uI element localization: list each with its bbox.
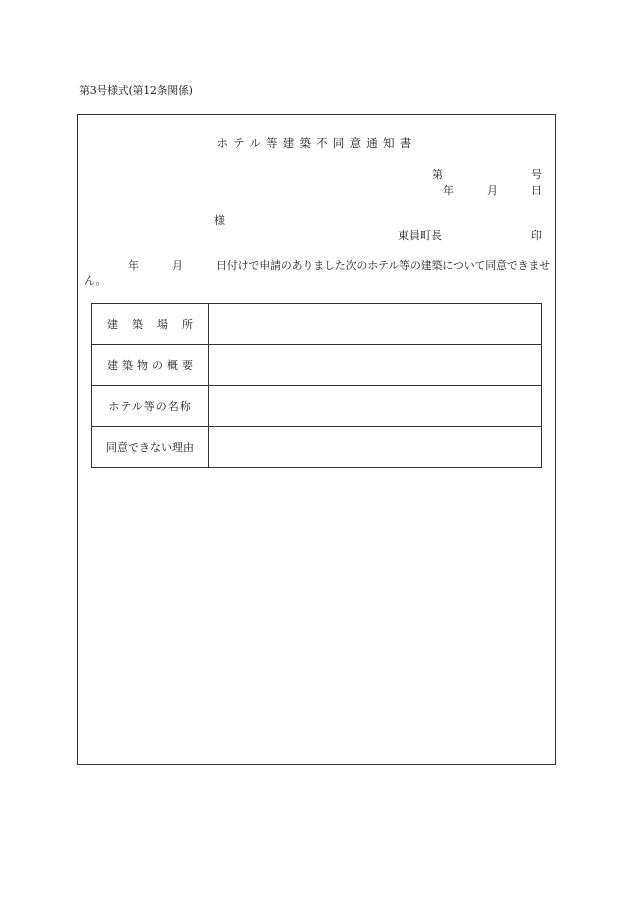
label-hotel-name: ホテル等の名称 [92, 386, 209, 427]
value-building-location[interactable] [209, 304, 542, 345]
table-row [92, 427, 542, 468]
label-building-location: 建築場所 [92, 304, 209, 345]
addressee-suffix: 様 [214, 214, 225, 227]
value-hotel-name[interactable] [209, 386, 542, 427]
number-prefix: 第 [432, 168, 443, 181]
label-building-overview: 建築物の概要 [92, 345, 209, 386]
document-title: ホテル等建築不同意通知書 [216, 136, 417, 150]
number-suffix: 号 [531, 168, 542, 181]
date-day: 日 [531, 184, 542, 197]
value-refusal-reason[interactable] [209, 427, 542, 468]
table-row [92, 345, 542, 386]
issuer-name: 東員町長 [398, 229, 442, 242]
label-refusal-reason: 同意できない理由 [92, 427, 209, 468]
table-row [92, 304, 542, 345]
body-month: 月 [172, 259, 183, 272]
details-table [91, 303, 542, 468]
value-building-overview[interactable] [209, 345, 542, 386]
body-text-line2: ん。 [84, 274, 107, 287]
table-row [92, 386, 542, 427]
body-text-line1: 日付けで申請のありました次のホテル等の建築について同意できませ [216, 259, 551, 272]
issuer-seal: 印 [531, 229, 542, 242]
date-year: 年 [443, 184, 454, 197]
document-frame [77, 114, 556, 765]
date-month: 月 [487, 184, 498, 197]
body-year: 年 [128, 259, 139, 272]
form-number: 第3号様式(第12条関係) [79, 84, 193, 97]
